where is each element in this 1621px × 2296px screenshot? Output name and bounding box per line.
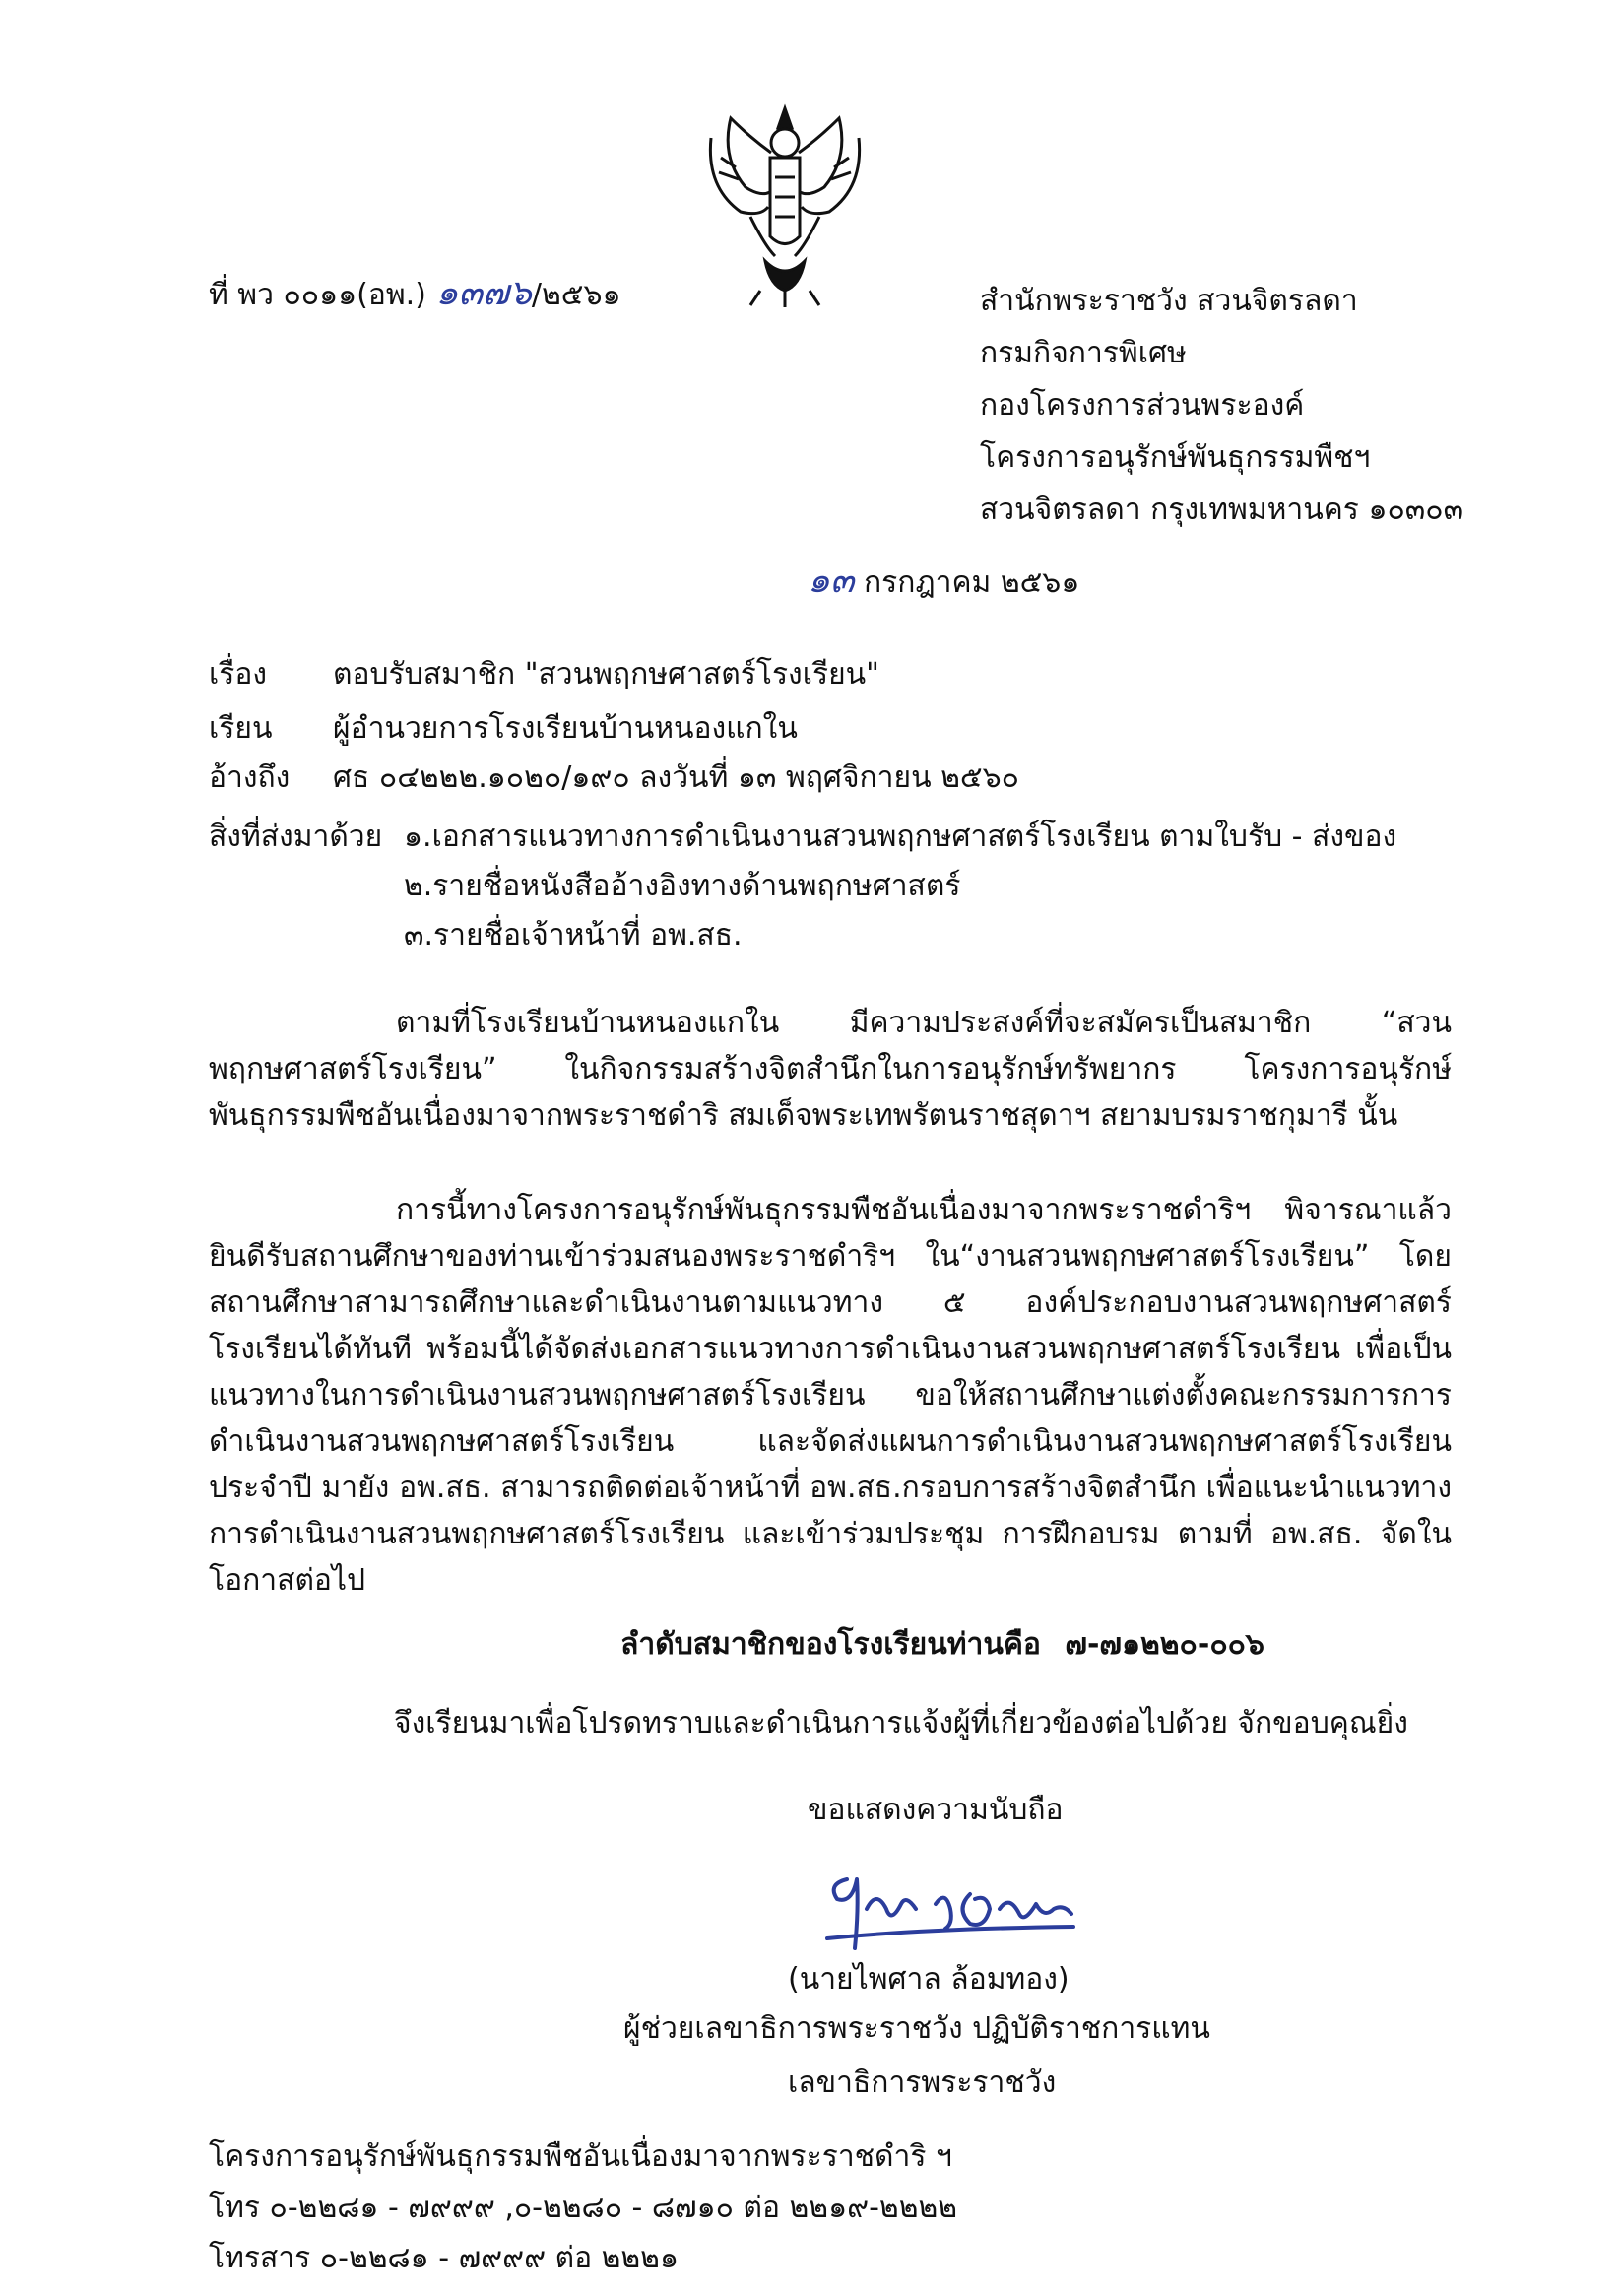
enclosure-label: สิ่งที่ส่งมาด้วย (209, 820, 383, 854)
enclosure-item: ๑.เอกสารแนวทางการดำเนินงานสวนพฤกษศาสตร์โรงเรียน ตามใบรับ - ส่งของ (404, 820, 1397, 854)
ref-value: ศธ ๐๔๒๒๒.๑๐๒๐/๑๙๐ ลงวันที่ ๑๓ พฤศจิกายน ๒๕๖๐ (333, 760, 1019, 795)
member-line (620, 1625, 1264, 1665)
reference-handwritten: ๑๓๗๖ (435, 273, 532, 313)
footer-phone: โทร ๐-๒๒๘๑ - ๗๙๙๙ ,๐-๒๒๘๐ - ๘๗๑๐ ต่อ ๒๒๑๙-๒๒๒๒ (209, 2191, 958, 2225)
signatory-position: ผู้ช่วยเลขาธิการพระราชวัง ปฏิบัติราชการแทน (623, 2011, 1210, 2046)
reference-number: ที่ พว ๐๐๑๑(อพ.) (209, 278, 426, 312)
member-label: ลำดับสมาชิกของโรงเรียนท่านคือ (620, 1627, 1041, 1662)
signatory-position-2: เลขาธิการพระราชวัง (788, 2066, 1057, 2100)
subject-value: ตอบรับสมาชิก "สวนพฤกษศาสตร์โรงเรียน" (333, 657, 879, 691)
enclosure-item: ๓.รายชื่อเจ้าหน้าที่ อพ.สธ. (404, 918, 743, 952)
ref-label: อ้างถึง (209, 760, 291, 795)
sender-line: สวนจิตรลดา กรุงเทพมหานคร ๑๐๓๐๓ (980, 492, 1464, 527)
handwritten-signature (808, 1850, 1103, 1968)
sender-line: สำนักพระราชวัง สวนจิตรลดา (980, 284, 1358, 318)
garuda-emblem-icon (691, 98, 878, 310)
body-paragraph-1: ตามที่โรงเรียนบ้านหนองแกใน มีความประสงค์ที่จะสมัครเป็นสมาชิก “สวนพฤกษศาสตร์โรงเรียน” ในกิจกรรมสร้างจิตสำนึกในการอนุรักษ์ทรัพยากร โครงการอนุรักษ์พันธุกรรมพืชอันเนื่องมาจากพระราชดำริ สมเด็จพระเทพรัตนราชสุดาฯ สยามบรมราชกุมารี นั้น (209, 1006, 1452, 1133)
sender-line: โครงการอนุรักษ์พันธุกรรมพืชฯ (980, 440, 1371, 475)
to-label: เรียน (209, 711, 273, 746)
signatory-name: (นายไพศาล ล้อมทอง) (788, 1962, 1070, 1997)
regards: ขอแสดงความนับถือ (808, 1793, 1064, 1827)
member-number: ๗-๗๑๒๒๐-๐๐๖ (1065, 1627, 1264, 1662)
closing-sentence: จึงเรียนมาเพื่อโปรดทราบและดำเนินการแจ้งผู้ที่เกี่ยวข้องต่อไปด้วย จักขอบคุณยิ่ง (394, 1706, 1408, 1740)
reference-year: /๒๕๖๑ (531, 278, 621, 312)
date-handwritten: ๑๓ (808, 560, 855, 601)
to-value: ผู้อำนวยการโรงเรียนบ้านหนองแกใน (333, 711, 798, 746)
sender-address (980, 282, 1463, 543)
date-text: กรกฎาคม ๒๕๖๑ (864, 565, 1080, 600)
body-paragraph-2: การนี้ทางโครงการอนุรักษ์พันธุกรรมพืชอันเนื่องมาจากพระราชดำริฯ พิจารณาแล้ว ยินดีรับสถานศึกษาของท่านเข้าร่วมสนองพระราชดำริฯ ใน“งานสวนพฤกษศาสตร์โรงเรียน” โดยสถานศึกษาสามารถศึกษาและดำเนินงานตามแนวทาง ๕ องค์ประกอบงานสวนพฤกษศาสตร์โรงเรียนได้ทันที พร้อมนี้ได้จัดส่งเอกสารแนวทางการดำเนินงานสวนพฤกษศาสตร์โรงเรียน เพื่อเป็นแนวทางในการดำเนินงานสวนพฤกษศาสตร์โรงเรียน ขอให้สถานศึกษาแต่งตั้งคณะกรรมการการดำเนินงานสวนพฤกษศาสตร์โรงเรียน และจัดส่งแผนการดำเนินงานสวนพฤกษศาสตร์โรงเรียนประจำปี มายัง อพ.สธ. สามารถติดต่อเจ้าหน้าที่ อพ.สธ.กรอบการสร้างจิตสำนึก เพื่อแนะนำแนวทางการดำเนินงานสวนพฤกษศาสตร์โรงเรียน และเข้าร่วมประชุม การฝึกอบรม ตามที่ อพ.สธ. จัดในโอกาสต่อไป (209, 1193, 1453, 1598)
sender-line: กรมกิจการพิเศษ (980, 336, 1187, 370)
subject-label: เรื่อง (209, 657, 268, 691)
enclosure-item: ๒.รายชื่อหนังสืออ้างอิงทางด้านพฤกษศาสตร์ (404, 869, 961, 903)
footer-fax: โทรสาร ๐-๒๒๘๑ - ๗๙๙๙ ต่อ ๒๒๒๑ (209, 2241, 679, 2275)
letter-date (808, 561, 1079, 603)
sender-line: กองโครงการส่วนพระองค์ (980, 388, 1305, 423)
footer-org: โครงการอนุรักษ์พันธุกรรมพืชอันเนื่องมาจากพระราชดำริ ฯ (209, 2139, 952, 2174)
